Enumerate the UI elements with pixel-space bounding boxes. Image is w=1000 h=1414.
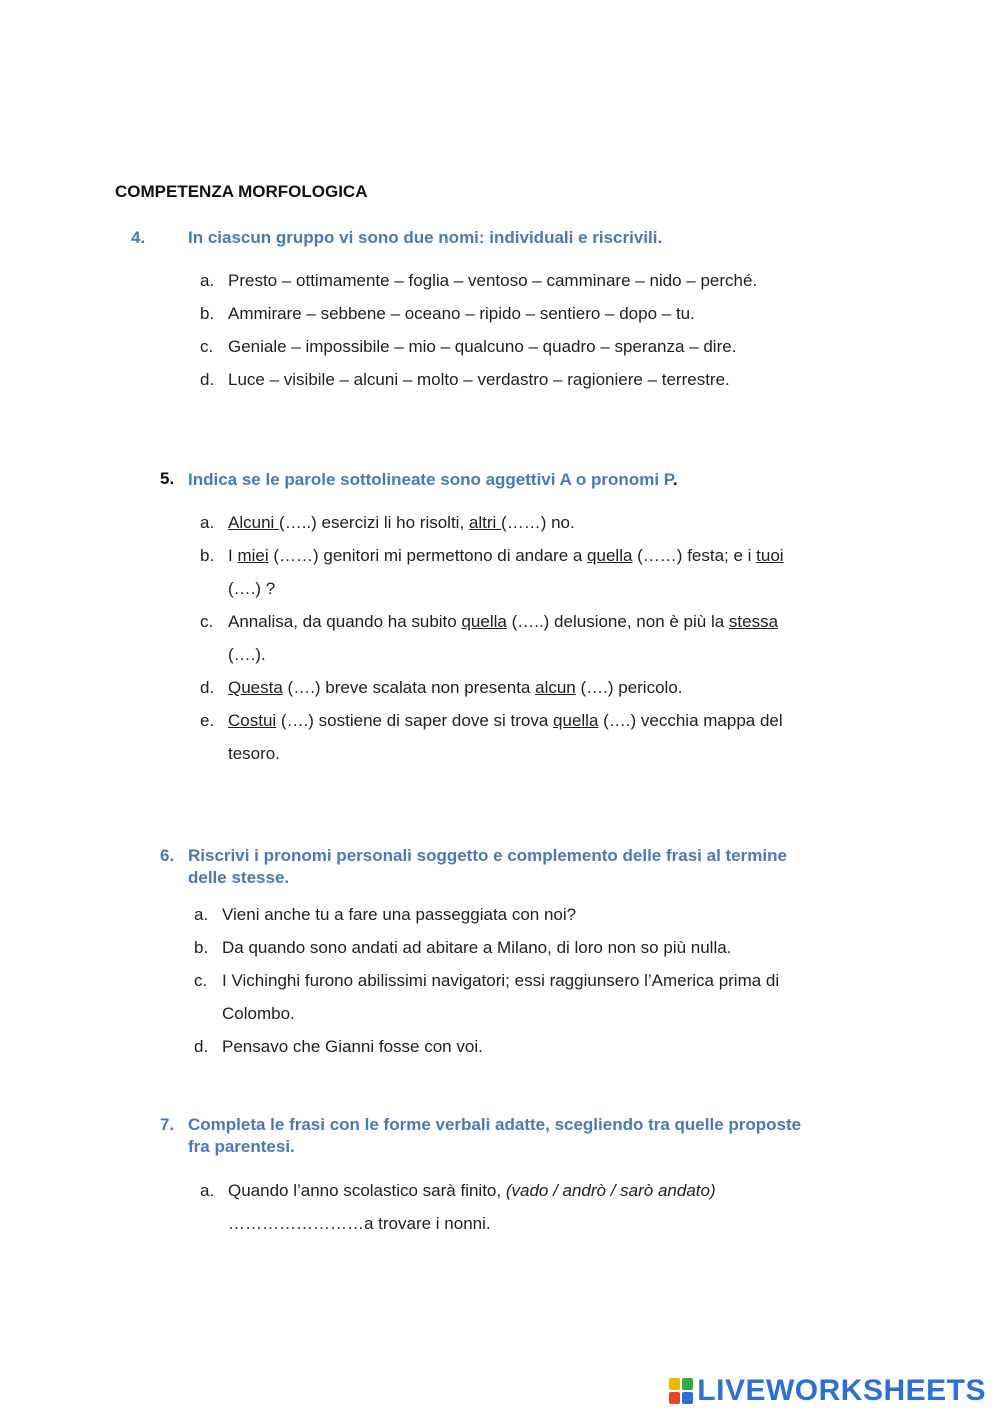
underlined-word: quella [553, 711, 599, 730]
list-item-continuation: tesoro. [228, 744, 280, 763]
q4-list [200, 264, 757, 396]
underlined-word: miei [237, 546, 269, 565]
q5-number: 5. [160, 469, 175, 488]
list-item: a. Alcuni (…..) esercizi li ho risolti, altri (……) no. [200, 513, 575, 532]
q4-number: 4. [131, 228, 146, 247]
list-item: a. Vieni anche tu a fare una passeggiata con noi? [194, 905, 577, 924]
q5-list [200, 506, 880, 770]
list-item: c. Annalisa, da quando ha subito quella (…..) delusione, non è più la stessa [200, 612, 779, 631]
list-item: e. Costui (….) sostiene di saper dove si trova quella (….) vecchia mappa del [200, 711, 783, 730]
list-item: d. Luce – visibile – alcuni – molto – verdastro – ragioniere – terrestre. [200, 370, 730, 389]
q6-heading: Riscrivi i pronomi personali soggetto e complemento delle frasi al termine delle stesse. [188, 846, 787, 887]
q4-heading: In ciascun gruppo vi sono due nomi: individuali e riscrivili. [188, 228, 663, 247]
underlined-word: quella [587, 546, 633, 565]
list-item: b. Ammirare – sebbene – oceano – ripido – sentiero – dopo – tu. [200, 304, 695, 323]
list-item: d. Questa (….) breve scalata non presenta alcun (….) pericolo. [200, 678, 683, 697]
underlined-word: Questa [228, 678, 283, 697]
q7-number: 7. [160, 1115, 175, 1134]
list-item: d. Pensavo che Gianni fosse con voi. [194, 1037, 483, 1056]
q5-heading: Indica se le parole sottolineate sono aggettivi A o pronomi P. [188, 470, 678, 489]
list-item-continuation: (….) ? [228, 579, 276, 598]
q6-number: 6. [160, 846, 175, 865]
liveworksheets-logo [669, 1374, 986, 1408]
list-item: c. Geniale – impossibile – mio – qualcuno – quadro – speranza – dire. [200, 337, 737, 356]
list-item: c. I Vichinghi furono abilissimi navigatori; essi raggiunsero l’America prima di [194, 971, 780, 990]
list-item-continuation: (….). [228, 645, 266, 664]
list-item: b. I miei (……) genitori mi permettono di andare a quella (……) festa; e i tuoi [200, 546, 784, 565]
q6-list [194, 898, 894, 1063]
list-item: b. Da quando sono andati ad abitare a Milano, di loro non so più nulla. [194, 938, 732, 957]
underlined-word: Costui [228, 711, 277, 730]
list-item-continuation: Colombo. [222, 1004, 295, 1023]
liveworksheets-logo-icon [669, 1378, 693, 1404]
list-item: a. Presto – ottimamente – foglia – ventoso – camminare – nido – perché. [200, 271, 758, 290]
underlined-word: stessa [728, 612, 779, 631]
underlined-word: altri [468, 513, 502, 532]
q7-list [200, 1174, 900, 1240]
logo-text: LIVEWORKSHEETS [697, 1374, 986, 1407]
underlined-word: tuoi [756, 546, 784, 565]
q7-heading: Completa le frasi con le forme verbali adatte, scegliendo tra quelle proposte fra parentesi. [188, 1115, 802, 1156]
page-title: COMPETENZA MORFOLOGICA [115, 182, 368, 201]
underlined-word: quella [461, 612, 507, 631]
list-item: a. Quando l’anno scolastico sarà finito, (vado / andrò / sarò andato) [200, 1181, 716, 1200]
underlined-word: alcun [535, 678, 576, 697]
underlined-word: Alcuni [228, 513, 280, 532]
verb-options: (vado / andrò / sarò andato) [505, 1181, 716, 1200]
answer-blank-line: ……………………a trovare i nonni. [228, 1214, 491, 1233]
